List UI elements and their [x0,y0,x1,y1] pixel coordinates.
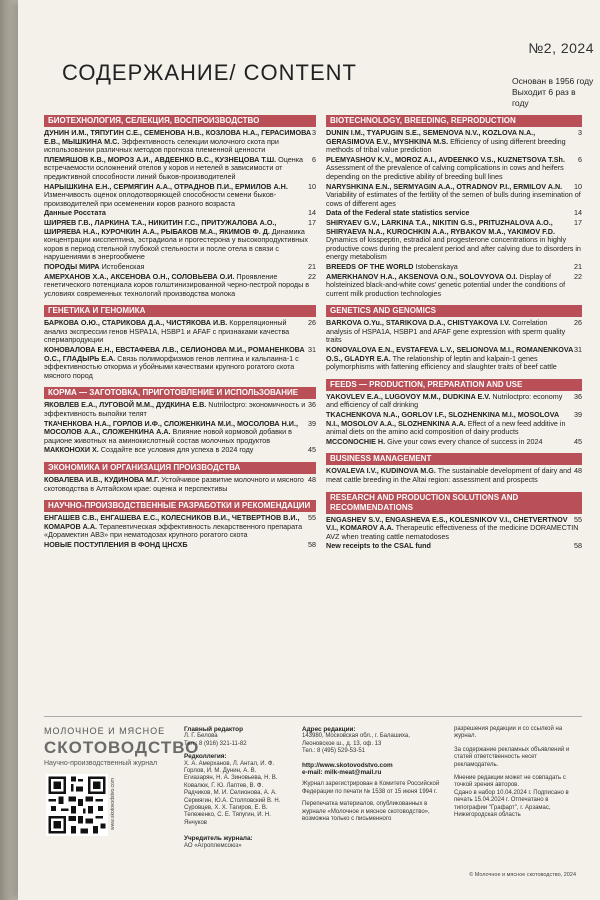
entry-authors: Данные Росстата [44,208,106,218]
entry-authors: НОВЫЕ ПОСТУПЛЕНИЯ В ФОНД ЦНСХБ [44,539,188,549]
entry-authors: Data of the Federal state statistics service [326,208,470,218]
founded-line: Основан в 1956 году [512,76,594,86]
entry-page-number: 36 [574,391,582,401]
entry-title: Dynamics of kisspeptin, estradiol and progesterone concentrations in highly productive cows during the precalent period and after calving due to disorders in energy metabolism [326,235,581,262]
contents-entry[interactable] [44,319,316,345]
entry-authors: ТКАЧЕНКОВА Н.А., ГОРЛОВ И.Ф., СЛОЖЕНКИНА М.И., МОСОЛОВА Н.И., МОСОЛОВ А.А., СЛОЖЕНКИНА А.А. [44,418,298,437]
chief-editor-info: Л. Г. Белова Тел.: 8 (916) 321-11-82 [184,733,247,747]
entry-page-number: 31 [308,345,316,355]
entry-authors: NARYSHKINA E.N., SERMYAGIN A.A., OTRADNOV P.I., ERMILOV A.N. [326,181,563,191]
entry-page-number: 58 [308,539,316,549]
legal-block [454,726,582,819]
address-heading: Адрес редакции: [302,726,356,733]
ads-responsibility: За содержание рекламных объявлений и статей ответственность несет рекламодатель. [454,746,570,768]
section-heading: FEEDS — PRODUCTION, PREPARATION AND USE [326,379,582,391]
chief-editor-heading: Главный редактор [184,726,243,733]
entry-authors: SHIRYAEV G.V., LARKINA T.A., NIKITIN G.S., PRITUZHALOVA A.O., SHIRYAEVA N.A., KUROCHKIN A.A., RYBAKOV M.A., YAKIMOV F.D. [326,217,555,236]
entry-page-number: 6 [578,154,582,164]
copyright-line: © Молочное и мясное скотоводство, 2024 [469,872,576,878]
entry-page-number: 14 [308,208,316,218]
contents-entry[interactable] [326,542,582,551]
entry-page-number: 21 [574,261,582,271]
editorial-board-members: Х. А. Амерханов, Л. Антал, И. Ф. Горлов, И. М. Дунин, А. В. Егиазарян, Н. А. Зиновьева, Н. В. Ковалюк, Г. Ю. Лаптев, В. Ф. Радчиков, М. И. Селионова, А. А. Сермягин, Ю.А. Столповский В. Н. Суровцев, Х. Х. Тагиров, Е. В. Тележенко, С. Е. Тяпугин, И. Н. Янчуков [184,760,281,826]
entry-title: Проявление генетического потенциала коров голштинизированной черно-пестрой породы в условиях современных технологий производства молока [44,271,310,298]
registration-info: Журнал зарегистрирован в Комитете Российской Федерации по печати № 1538 от 15 июня 1994 г. [302,781,440,795]
entry-page-number: 26 [308,318,316,328]
imprint-footer [44,722,582,900]
entry-title: Терапевтическая эффективность лекарственного препарата «Дорамектин АВЗ» при нематодозах крупного рогатого скота [44,521,303,540]
entry-authors: ПЛЕМЯШОВ К.В., МОРОЗ А.И., АВДЕЕНКО В.С., КУЗНЕЦОВА Т.Ш. [44,154,277,164]
qr-code-icon[interactable] [46,774,108,836]
entry-authors: ШИРЯЕВ Г.В., ЛАРКИНА Т.А., НИКИТИН Г.С., ПРИТУЖАЛОВА А.О., ШИРЯЕВА Н.А., КУРОЧКИН А.А., РЫБАКОВ М.А., ЯКИМОВ Ф. Д. [44,217,277,236]
contents-entry[interactable] [44,263,316,272]
entry-page-number: 10 [574,181,582,191]
contents-entry[interactable] [44,273,316,299]
print-info: Сдано в набор 10.04.2024 г. Подписано в печать 15.04.2024 г. Отпечатано в типографии "Графарт", г. Арзамас, Нижегородская область [454,789,569,819]
entry-page-number: 17 [574,217,582,227]
entry-page-number: 39 [574,410,582,420]
entry-title: Динамика концентрации кисспептина, эстрадиола и прогестерона у высокопродуктивных коров в период стельной глубокой стельности и после отела в связи с нарушениями в энергообмене [44,226,308,262]
entry-title: Correlation analysis of HSPA1A, HSBP1 and AFAF gene expression with sperm quality traits [326,318,566,345]
entry-authors: МАККОНОХИ Х. [44,445,99,455]
entry-authors: НАРЫШКИНА Е.Н., СЕРМЯГИН А.А., ОТРАДНОВ П.И., ЕРМИЛОВ А.Н. [44,181,288,191]
entry-title: Therapeutic effectiveness of the medicine DORAMECTIN AVZ when treating cattle nematodoses [326,523,579,541]
entry-authors: KONOVALOVA E.N., EVSTAFEVA L.V., SELIONOVA M.I., ROMANENKOVA O.S., GLADYR E.A. [326,345,574,363]
entry-title: The sustainable development of dairy and meat cattle breeding in the Altai region: assessment and prospects [326,466,572,484]
qr-site-label: www.skotovodstvo.com [110,778,116,830]
contents-entry[interactable] [326,467,582,484]
entry-authors: КОВАЛЕВА И.В., КУДИНОВА М.Г. [44,475,160,484]
contents-entry[interactable] [326,263,582,272]
contents-entry[interactable] [326,156,582,182]
contents-entry[interactable] [44,129,316,155]
entry-page-number: 17 [308,217,316,227]
contents-entry[interactable] [44,219,316,262]
contents-entry[interactable] [44,209,316,218]
entry-title: Изменчивость оценок оплодотворяющей способности семени быков-производителей при осеменении коров разного возраста [44,190,277,208]
entry-authors: KOVALEVA I.V., KUDINOVA M.G. [326,466,436,476]
entry-authors: БАРКОВА О.Ю., СТАРИКОВА Д.А., ЧИСТЯКОВА И.В. [44,318,228,328]
contents-entry[interactable] [326,393,582,410]
address-block [302,726,442,823]
section-heading: КОРМА — ЗАГОТОВКА, ПРИГОТОВЛЕНИЕ И ИСПОЛЬЗОВАНИЕ [44,387,316,399]
contents-entry[interactable] [44,183,316,209]
entry-title: Оценка встречаемости осложнений отелов у коров и нетелей в зависимости от предиктивной способности линий быков-производителей [44,154,304,181]
entry-authors: YAKOVLEV E.A., LUGOVOY M.M., DUDKINA E.V. [326,391,491,401]
chief-editor-block [184,726,284,850]
entry-title: Создайте все условия для успеха в 2024 году [98,445,254,455]
section-heading: НАУЧНО-ПРОИЗВОДСТВЕННЫЕ РАЗРАБОТКИ И РЕКОМЕНДАЦИИ [44,500,316,512]
entry-title: Istobenskaya [413,261,458,271]
issue-number: №2, 2024 [528,40,594,56]
page-title: СОДЕРЖАНИЕ/ CONTENT [62,60,357,85]
email-link[interactable]: e-mail: milk-meat@mail.ru [302,769,382,777]
entry-page-number: 45 [574,436,582,446]
founded-info [512,76,594,109]
entry-authors: BREEDS OF THE WORLD [326,261,414,271]
entry-authors: ЯКОВЛЕВ Е.А., ЛУГОВОЙ М.М., ДУДКИНА Е.В. [44,400,207,410]
entry-page-number: 3 [578,128,582,137]
section-heading: ГЕНЕТИКА И ГЕНОМИКА [44,305,316,317]
entry-page-number: 48 [574,466,582,476]
entry-page-number: 31 [574,345,582,355]
entry-page-number: 26 [574,318,582,328]
entry-authors: ENGASHEV S.V., ENGASHEVA E.S., KOLESNIKOV V.I., CHETVERTNOV V.I., KOMAROV A.A. [326,514,568,533]
contents-entry[interactable] [44,156,316,182]
entry-authors: АМЕРХАНОВ Х.А., АКСЕНОВА О.Н., СОЛОВЬЕВА О.И. [44,271,235,281]
contents-entry[interactable] [44,446,316,455]
website-link[interactable]: http://www.skotovodstvo.com [302,761,393,769]
entry-page-number: 22 [574,271,582,281]
entry-authors: DUNIN I.M., TYAPUGIN S.E., SEMENOVA N.V., KOZLOVA N.A., GERASIMOVA E.V., MYSHKINA M.S. [326,128,536,146]
entry-page-number: 58 [574,541,582,551]
opinion-disclaimer: Мнение редакции может не совпадать с точкой зрения авторов. [454,775,566,789]
entry-title: Связь полиморфизмов генов лептина и кальпаина-1 с эффективностью откорма и убойными качествами крупного рогатого скота мясного пород [44,353,299,380]
entry-page-number: 39 [308,418,316,428]
entry-title: Give your cows every chance of success in 2024 [385,436,543,446]
entry-page-number: 21 [308,261,316,271]
section-heading: BIOTECHNOLOGY, BREEDING, REPRODUCTION [326,115,582,127]
contents-entry[interactable] [326,516,582,542]
section-heading: БИОТЕХНОЛОГИЯ, СЕЛЕКЦИЯ, ВОСПРОИЗВОДСТВО [44,115,316,127]
entry-authors: КОНОВАЛОВА Е.Н., ЕВСТАФЕВА Л.В., СЕЛИОНОВА М.И., РОМАНЕНКОВА О.С., ГЛАДЫРЬ Е.А. [44,345,305,363]
contents-column-english [326,115,582,552]
entry-page-number: 22 [308,271,316,281]
contents-entry[interactable] [326,411,582,437]
entry-title: Устойчивое развитие молочного и мясного скотоводства в Алтайском крае: оценка и перспективы [44,475,304,493]
entry-authors: ПОРОДЫ МИРА [44,261,100,271]
entry-title: The relationship of leptin and kalpain-1 genes polymorphisms with fattening efficiency and slaughter traits of beef cattle [326,353,557,372]
frequency-line: Выходит 6 раз в году [512,87,576,108]
entry-authors: ДУНИН И.М., ТЯПУГИН С.Е., СЕМЕНОВА Н.В., КОЗЛОВА Н.А., ГЕРАСИМОВА Е.В., МЫШКИНА М.С. [44,128,312,146]
entry-authors: PLEMYASHOV K.V., MOROZ A.I., AVDEENKO V.S., KUZNETSOVA T.Sh. [326,154,565,164]
permission-info: разрешения редакции и со ссылкой на журнал. [454,726,563,740]
contents-entry[interactable] [44,420,316,446]
entry-title: Корреляционный анализ экспрессии генов HSPA1A, HSBP1 и AFAF с признаками качества спермапродукции [44,318,290,345]
contents-entry[interactable] [44,401,316,418]
entry-page-number: 45 [308,445,316,455]
contents-entry[interactable] [326,319,582,345]
contents-entry[interactable] [326,346,582,372]
contents-entry[interactable] [44,541,316,550]
entry-title: Nutriloctpro: economy and efficiency of calf drinking [326,391,563,410]
entry-authors: AMERKHANOV H.A., AKSENOVA O.N., SOLOVYOVA O.I. [326,271,518,281]
section-heading: ЭКОНОМИКА И ОРГАНИЗАЦИЯ ПРОИЗВОДСТВА [44,462,316,474]
entry-page-number: 55 [574,514,582,524]
reprint-info: Перепечатка материалов, опубликованных в журнале «Молочное и мясное скотоводство», возможна только с письменного [302,801,430,823]
brand-subtitle: Научно-производственный журнал [44,760,158,767]
entry-authors: ЕНГАШЕВ С.В., ЕНГАШЕВА Е.С., КОЛЕСНИКОВ В.И., ЧЕТВЕРТНОВ В.И., КОМАРОВ А.А. [44,513,300,531]
brand-logo-text: СКОТОВОДСТВО [44,738,200,757]
contents-entry[interactable] [326,273,582,299]
entry-title: Эффективность селекции молочного скота при использовании различных методов прогноза племенной ценности [44,136,279,155]
editorial-board-heading: Редколлегия: [184,753,227,761]
contents-entry[interactable] [44,346,316,380]
entry-title: Effect of a new feed additive in animal diets on the amino acid composition of dairy products [326,418,566,437]
entry-title: Nutriloctpro: экономичность и эффективность выпойки телят [44,400,306,419]
footer-divider [44,716,582,717]
entry-title: Истобенская [99,261,145,271]
entry-title: Assessment of the prevalence of calving complications in cows and heifers depending on the predictive ability of breeding bull lines [326,163,564,181]
entry-authors: BARKOVA O.Yu., STARIKOVA D.A., CHISTYAKOVA I.V. [326,318,511,328]
entry-title: Display of holsteinized black-and-white cows' genetic potential under the conditions of current milk production technologies [326,271,566,298]
contents-entry[interactable] [44,476,316,493]
entry-page-number: 48 [308,475,316,484]
entry-page-number: 14 [574,208,582,218]
entry-title: Влияние новой кормовой добавки в рационе животных на аминокислотный состав молочных продуктов [44,427,292,445]
entry-page-number: 10 [308,181,316,191]
contents-entry[interactable] [326,438,582,447]
address-info: 143980, Московская обл., г. Балашиха, Леоновское ш., д. 13, оф. 13 Тел.: 8 (495) 529-53-51 [302,733,410,755]
entry-title: Efficiency of using different breeding methods of tribal value prediction [326,136,566,155]
entry-authors: TKACHENKOVA N.A., GORLOV I.F., SLOZHENKINA M.I., MOSOLOVA N.I., MOSOLOV A.A., SLOZHENKINA A.A. [326,410,559,428]
section-heading: RESEARCH AND PRODUCTION SOLUTIONS AND RECOMMENDATIONS [326,492,582,514]
contents-column-russian [44,115,316,551]
entry-page-number: 6 [312,154,316,164]
contents-entry[interactable] [326,219,582,262]
entry-title: Variability of estimates of the fertility of the semen of bulls during insemination of cows of different ages [326,190,581,208]
section-heading: BUSINESS MANAGEMENT [326,453,582,465]
entry-authors: MCCONOCHIE H. [326,436,386,446]
entry-page-number: 55 [308,513,316,523]
contents-entry[interactable] [326,183,582,209]
brand-line-1: МОЛОЧНОЕ И МЯСНОЕ [44,726,166,736]
contents-entry[interactable] [44,514,316,540]
section-heading: GENETICS AND GENOMICS [326,305,582,317]
page-binding-edge [0,0,18,900]
contents-entry[interactable] [326,129,582,155]
entry-authors: New receipts to the CSAL fund [326,541,431,551]
entry-page-number: 36 [308,400,316,410]
entry-page-number: 3 [312,128,316,137]
founder-heading: Учредитель журнала: [184,835,253,843]
contents-entry[interactable] [326,209,582,218]
founder-name: АО «Агроплемсоюз» [184,842,242,849]
